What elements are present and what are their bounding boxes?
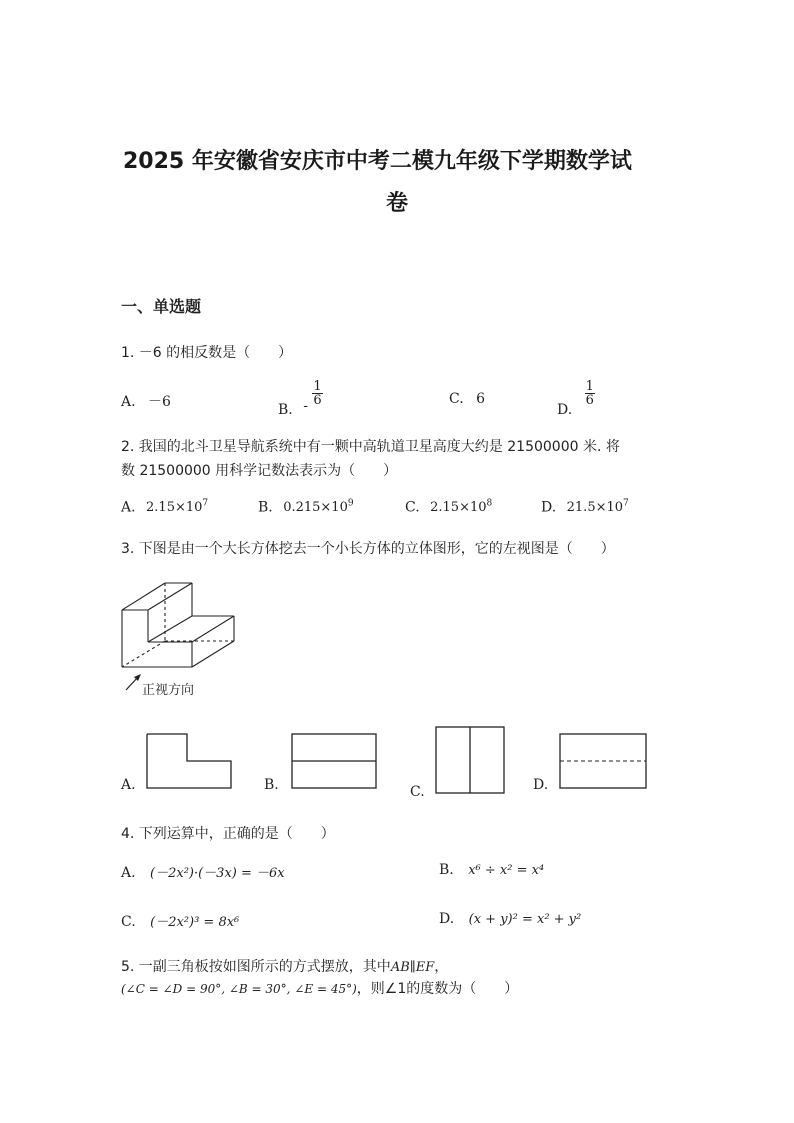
question-4-stem: 4. 下列运算中，正确的是（ ） [121,826,335,842]
option-label: D. [541,499,557,516]
stem-text: ， [434,959,449,975]
fraction-numerator: 1 [585,379,594,394]
edge [148,583,192,610]
option-label: C. [449,391,464,407]
sci-exponent: 8 [486,499,493,509]
option-expression: (－2x²)³ = 8x⁶ [150,915,240,930]
option-value [430,500,492,515]
q3-option-c-label[interactable]: C. [410,784,425,800]
option-value: －6 [148,394,171,410]
direction-arrow-icon [124,672,144,692]
q3-option-a-figure[interactable] [145,732,235,792]
option-expression: (－2x²)·(－3x) = －6x [150,866,285,881]
sci-exponent: 7 [202,499,209,509]
outline [147,734,231,788]
question-2-line2: 数 21500000 用科学记数法表示为（ ） [121,463,398,479]
edge [122,583,165,610]
option-label: C. [121,914,136,930]
page-title-line1: 2025 年安徽省安庆市中考二模九年级下学期数学试 [123,149,632,174]
page-title-line2: 卷 [386,191,409,216]
hidden-edge [122,641,165,667]
q3-option-d-figure[interactable] [558,732,650,792]
option-label: D. [557,401,573,418]
option-label: B. [278,401,293,418]
stem-math: AB∥EF [390,960,435,975]
sci-exponent: 7 [623,499,629,509]
option-label: A. [121,394,136,410]
q2-option-d[interactable] [541,499,629,515]
fraction-numerator: 1 [313,379,322,394]
question-5-line1 [121,956,448,976]
q1-option-a[interactable] [121,391,171,411]
q1-option-d[interactable] [557,379,595,418]
option-label: A. [121,865,136,881]
q4-option-a[interactable] [121,862,285,881]
stem-text: 5. 一副三角板按如图所示的方式摆放，其中 [121,959,391,975]
q2-option-b[interactable] [258,499,354,515]
option-expression: x⁶ ÷ x² = x⁴ [468,863,545,878]
q1-option-c[interactable] [449,391,485,407]
q1-option-b[interactable] [278,379,323,418]
fraction-denominator: 6 [313,393,322,408]
q3-option-b-figure[interactable] [290,732,380,792]
solid-figure [118,578,243,673]
q4-option-b[interactable] [439,862,544,878]
option-value [283,500,353,515]
option-label: A. [121,499,136,516]
sci-base: 21.5×10 [566,500,624,516]
option-label: D. [439,911,455,927]
fraction [585,380,595,407]
edge [148,616,192,642]
question-5-line2 [121,978,518,998]
q3-option-a-label[interactable]: A. [121,777,136,793]
option-value: 6 [476,391,486,407]
q2-option-c[interactable] [405,499,492,515]
q4-option-c[interactable] [121,911,239,930]
direction-label: 正视方向 [142,683,195,698]
edge [192,641,234,667]
fraction [312,380,322,407]
option-label: B. [258,499,273,516]
q2-option-a[interactable] [121,499,208,515]
stem-math: (∠C = ∠D = 90°, ∠B = 30°, ∠E = 45°) [121,982,357,996]
section-heading: 一、单选题 [121,297,202,316]
q3-option-b-label[interactable]: B. [264,777,279,793]
option-value [146,500,208,515]
edge [192,616,234,642]
fraction-sign: - [303,397,308,414]
stem-text: ，则∠1的度数为（ ） [356,981,519,997]
sci-base: 2.15×10 [146,500,203,516]
option-label: B. [439,862,454,878]
fraction-denominator: 6 [585,393,594,408]
q3-option-c-figure[interactable] [434,725,508,797]
sci-exponent: 9 [347,499,354,509]
question-1-stem: 1. －6 的相反数是（ ） [121,345,293,361]
option-expression: (x + y)² = x² + y² [468,912,582,927]
q3-option-d-label[interactable]: D. [533,777,549,793]
question-3-stem: 3. 下图是由一个大长方体挖去一个小长方体的立体图形，它的左视图是（ ） [121,541,615,557]
sci-base: 2.15×10 [430,500,487,516]
option-value [567,500,629,515]
sci-base: 0.215×10 [283,500,348,516]
question-2-line1: 2. 我国的北斗卫星导航系统中有一颗中高轨道卫星高度大约是 21500000 米. 将 [121,439,620,455]
option-label: C. [405,499,420,516]
q4-option-d[interactable] [439,911,581,927]
